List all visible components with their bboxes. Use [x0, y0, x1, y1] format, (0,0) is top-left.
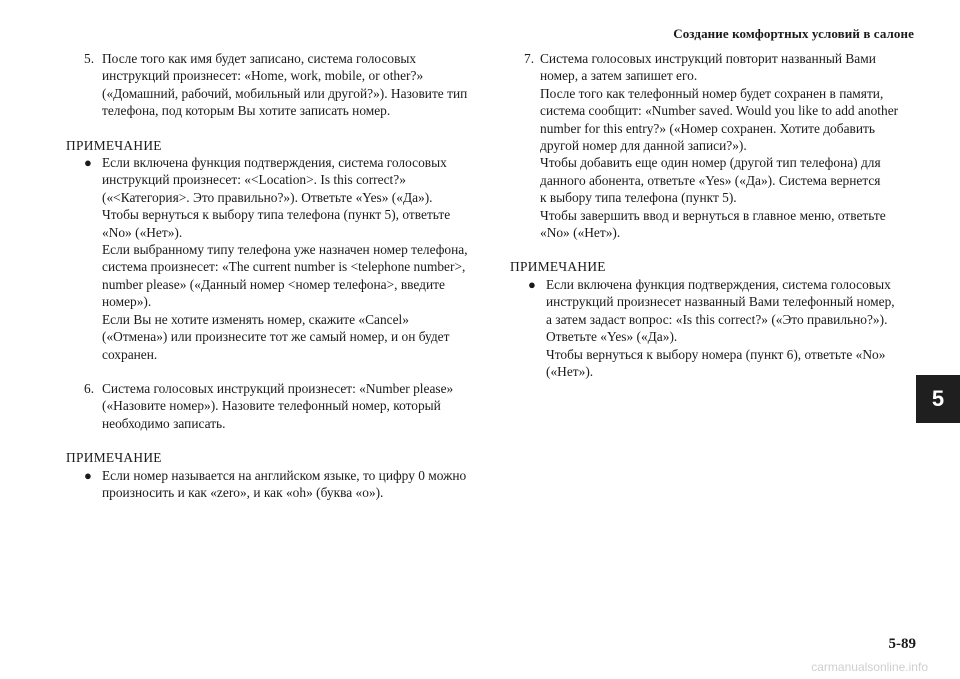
text-line: Если выбранному типу телефона уже назначен номер телефона,: [102, 242, 468, 258]
running-header: Создание комфортных условий в салоне: [673, 26, 914, 41]
text-line: «No» («Нет»).: [102, 224, 183, 240]
step-7: [510, 50, 906, 241]
text-line: инструкций произнесет: «<Location>. Is this correct?»: [102, 172, 406, 188]
text-line: произносить и как «zero», и как «oh» (буква «o»).: [102, 484, 384, 500]
text-line: («<Категория>. Это правильно?»). Ответьте «Yes» («Да»).: [102, 189, 433, 205]
text-line: Чтобы вернуться к выбору номера (пункт 6), ответьте «No»: [546, 346, 886, 362]
text-line: Чтобы добавить еще один номер (другой тип телефона) для: [540, 155, 881, 171]
text-line: Ответьте «Yes» («Да»).: [546, 329, 678, 345]
text-line: «No» («Нет»).: [540, 225, 621, 241]
step-number: 5.: [84, 51, 95, 66]
text-line: Чтобы вернуться к выбору типа телефона (пункт 5), ответьте: [102, 207, 451, 223]
text-line: Система голосовых инструкций произнесет: «Number please»: [102, 380, 454, 396]
text-line: телефона, под которым Вы хотите записать номер.: [102, 103, 391, 119]
text-line: («Домашний, рабочий, мобильный или другой?»). Назовите тип: [102, 85, 468, 101]
note-heading: ПРИМЕЧАНИЕ: [66, 450, 162, 466]
text-line: После того как имя будет записано, система голосовых: [102, 51, 417, 66]
bullet-icon: ●: [84, 155, 92, 171]
text-line: («Нет»).: [546, 363, 594, 379]
text-line: («Отмена») или произнесите тот же самый номер, и он будет: [102, 329, 450, 345]
text-line: Чтобы завершить ввод и вернуться в главное меню, ответьте: [540, 207, 886, 223]
chapter-tab-label: 5: [931, 386, 945, 411]
step-6: [66, 380, 476, 432]
step-5: [66, 50, 476, 120]
text-line: сохранен.: [102, 346, 158, 362]
note-3: [510, 276, 906, 380]
left-column: [66, 50, 476, 501]
text-line: number please» («Данный номер <номер телефона>, введите: [102, 276, 445, 292]
text-line: Если номер называется на английском языке, то цифру 0 можно: [102, 467, 467, 483]
note-3-text: [546, 276, 906, 380]
text-line: номер, а затем запишет его.: [540, 68, 698, 84]
note-heading: ПРИМЕЧАНИЕ: [510, 259, 606, 275]
text-line: а затем задаст вопрос: «Is this correct?» («Это правильно?»).: [546, 311, 888, 327]
bullet-icon: ●: [84, 467, 92, 483]
text-line: Если включена функция подтверждения, система голосовых: [102, 155, 447, 171]
spacer: [66, 363, 476, 380]
chapter-tab: [916, 375, 960, 423]
text-line: система произнесет: «The current number is <telephone number>,: [102, 259, 466, 275]
text-line: number for this entry?» («Номер сохранен. Хотите добавить: [540, 120, 875, 136]
note-1: [66, 154, 476, 363]
step-6-text: [102, 380, 476, 432]
text-line: к выбору типа телефона (пункт 5).: [540, 190, 737, 206]
text-line: другой номер для данной записи?»).: [540, 138, 747, 154]
text-line: данного абонента, ответьте «Yes» («Да»). Система вернется: [540, 172, 881, 188]
text-line: система сообщит: «Number saved. Would you like to add another: [540, 103, 899, 119]
step-number: 6.: [84, 380, 95, 396]
text-line: Если включена функция подтверждения, система голосовых: [546, 276, 891, 292]
text-line: инструкций произнесет: «Home, work, mobile, or other?»: [102, 68, 424, 84]
text-line: номер»).: [102, 294, 152, 310]
note-1-text: [102, 154, 476, 363]
note-2: [66, 467, 476, 502]
watermark: carmanualsonline.info: [811, 660, 928, 674]
page-number: 5-89: [888, 636, 916, 652]
step-7-text: [540, 50, 906, 241]
note-heading: ПРИМЕЧАНИЕ: [66, 137, 162, 153]
text-line: инструкций произнесет названный Вами телефонный номер,: [546, 294, 895, 310]
step-number: 7.: [524, 51, 535, 66]
text-line: («Назовите номер»). Назовите телефонный номер, который: [102, 398, 441, 414]
step-5-text: [102, 50, 476, 120]
text-line: необходимо записать.: [102, 415, 226, 431]
text-line: Система голосовых инструкций повторит названный Вами: [540, 51, 876, 66]
right-column: [510, 50, 906, 380]
note-2-text: [102, 467, 476, 502]
bullet-icon: ●: [528, 276, 536, 292]
text-line: После того как телефонный номер будет сохранен в памяти,: [540, 85, 884, 101]
text-line: Если Вы не хотите изменять номер, скажите «Cancel»: [102, 311, 409, 327]
